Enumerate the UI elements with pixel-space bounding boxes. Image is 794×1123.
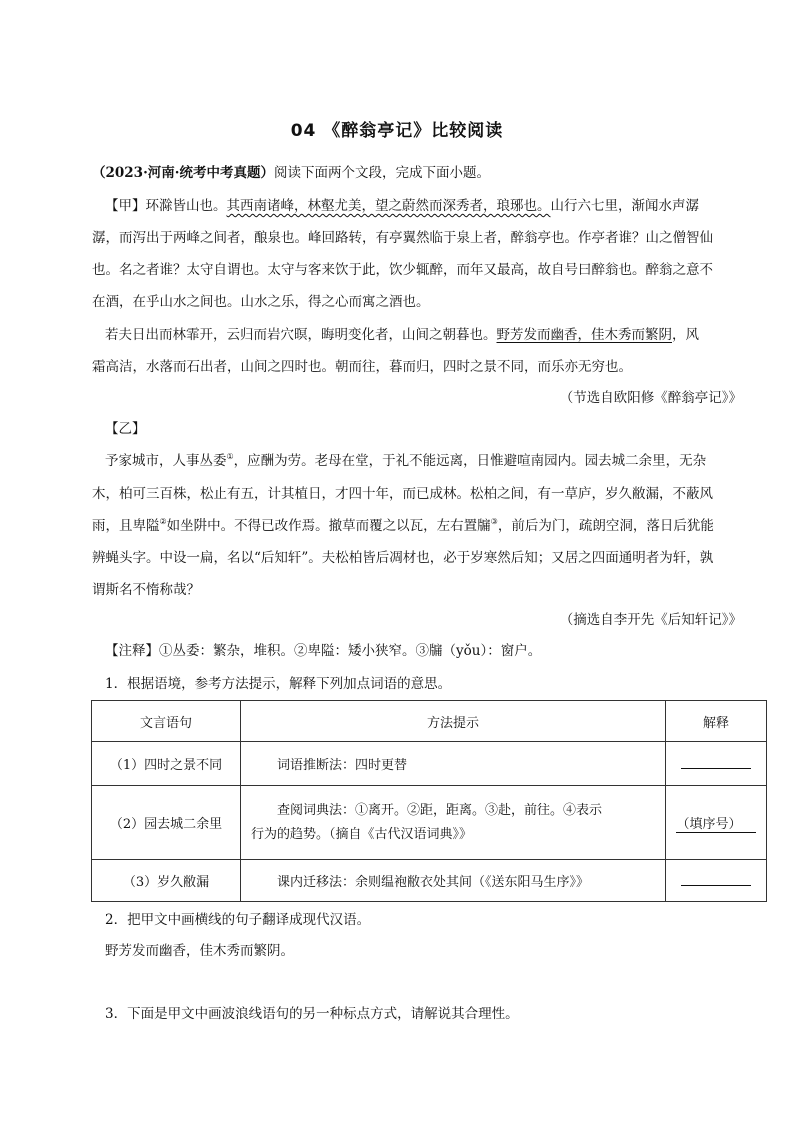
yi-label: 【乙】: [105, 421, 146, 437]
exam-source: （2023·河南·统考中考真题）: [92, 165, 274, 181]
yi-text: ，应酬为劳。老母在堂，于礼不能远离，日惟避喧南园内。园去城二余里，无杂: [233, 453, 707, 469]
jia-line-2: 潺，而泻出于两峰之间者，酿泉也。峰回路转，有亭翼然临于泉上者，醉翁亭也。作亭者谁？山之僧智仙: [92, 230, 713, 246]
yi-text: ，前后为门，疏朗空洞，落日后犹能: [497, 518, 714, 534]
header-answer: 解释: [666, 701, 767, 742]
yi-text: 如坐阱中。不得已改作焉。撤草而覆之以瓦，左右置牖: [166, 518, 491, 534]
yi-attribution-text: （摘选自李开先《后知轩记》: [559, 612, 729, 628]
table-row: [92, 786, 767, 860]
jia-line-5: [105, 325, 745, 345]
table-row: [92, 742, 767, 786]
underlined-sentence: 野芳发而幽香，佳木秀而繁阴: [496, 327, 672, 343]
row-sentence: （1）四时之景不同: [92, 742, 241, 786]
jia-text: 环滁皆山也。: [145, 198, 227, 214]
note-marker: ③: [490, 517, 498, 526]
yi-line-3: [92, 516, 732, 536]
row-method: 课内迁移法：余则缊袍敝衣处其间（《送东阳马生序》》: [241, 860, 666, 902]
yi-line-4: 辨蝇头字。中设一扁，名以“后知轩”。夫松柏皆后凋材也，必于岁寒然后知；又居之四面通明者为轩，孰: [92, 550, 714, 566]
row-answer[interactable]: [666, 860, 767, 902]
jia-attribution-text: （节选自欧阳修《醉翁亭记》: [559, 390, 729, 406]
page-title: 04 《醉翁亭记》比较阅读: [290, 121, 504, 141]
question-3: 3．下面是甲文中画波浪线语句的另一种标点方式，请解说其合理性。: [105, 1006, 519, 1022]
yi-attribution: （摘选自李开先《后知轩记》》: [559, 612, 742, 628]
header-method: 方法提示: [241, 701, 666, 742]
jia-text: 山行六七里，渐闻水声潺: [550, 198, 699, 214]
method-table: [91, 700, 767, 902]
method-line-text: 行为的趋势。（摘自《古代汉语词典》: [251, 826, 460, 842]
yi-text: 予家城市，人事丛委: [105, 453, 227, 469]
method-line: 查阅词典法：①离开。②距，距离。③赴，前往。④表示: [277, 802, 603, 818]
row-answer[interactable]: [666, 742, 767, 786]
wavy-underlined-sentence: 其西南诸峰，林壑尤美，望之蔚然而深秀者，琅琊也。: [226, 198, 551, 214]
note-marker: ①: [226, 452, 234, 461]
question-2: 2．把甲文中画横线的句子翻译成现代汉语。: [105, 912, 371, 928]
jia-text: ，风: [672, 327, 699, 343]
question-2-sentence: 野芳发而幽香，佳木秀而繁阴。: [105, 943, 294, 959]
yi-text: 雨，且卑隘: [92, 518, 160, 534]
row-method: [241, 786, 666, 860]
method-line: 行为的趋势。（摘自《古代汉语词典》》: [251, 826, 473, 842]
table-row: [92, 860, 767, 902]
jia-text: 若夫日出而林霏开，云归而岩穴暝，晦明变化者，山间之朝暮也。: [105, 327, 497, 343]
yi-line-1: [105, 451, 745, 471]
row-sentence: （3）岁久敝漏: [92, 860, 241, 902]
row-method: 词语推断法：四时更替: [241, 742, 666, 786]
source-line: [92, 163, 732, 183]
answer-blank[interactable]: （填序号）: [676, 813, 755, 833]
answer-blank[interactable]: [681, 871, 751, 886]
row-answer[interactable]: [666, 786, 767, 860]
table-header-row: [92, 701, 767, 742]
header-sentence: 文言语句: [92, 701, 241, 742]
jia-line-1: [105, 196, 745, 216]
yi-line-5: 谓斯名不惰称哉？: [92, 582, 200, 598]
instruction: 阅读下面两个文段，完成下面小题。: [273, 165, 490, 181]
jia-label: 【甲】: [105, 198, 146, 214]
answer-blank[interactable]: [681, 754, 751, 769]
jia-line-3: 也。名之者谁？太守自谓也。太守与客来饮于此，饮少辄醉，而年又最高，故自号曰醉翁也。醉翁之意不: [92, 262, 713, 278]
jia-line-6: 霜高洁，水落而石出者，山间之四时也。朝而往，暮而归，四时之景不同，而乐亦无穷也。: [92, 359, 632, 375]
yi-line-2: 木，柏可三百株，松止有五，计其植日，才四十年，而已成林。松柏之间，有一草庐，岁久敝漏，不蔽风: [92, 486, 713, 502]
jia-attribution: （节选自欧阳修《醉翁亭记》》: [559, 390, 742, 406]
row-sentence: （2）园去城二余里: [92, 786, 241, 860]
note-marker: ②: [159, 517, 167, 526]
question-1: 1．根据语境，参考方法提示，解释下列加点词语的意思。: [105, 676, 452, 692]
method-text: 课内迁移法：余则缊袍敝衣处其间（《送东阳马生序》: [277, 875, 577, 890]
annotation-notes: 【注释】①丛委：繁杂，堆积。②卑隘：矮小狭窄。③牖（yǒu）：窗户。: [105, 643, 542, 659]
jia-line-4: 在酒，在乎山水之间也。山水之乐，得之心而寓之酒也。: [92, 294, 430, 310]
